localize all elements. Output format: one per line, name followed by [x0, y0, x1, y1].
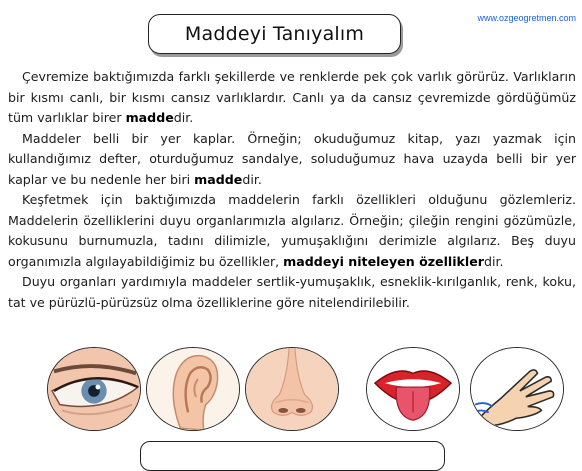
- page-title: Maddeyi Tanıyalım: [184, 23, 365, 45]
- title-box: [148, 14, 401, 54]
- body-text: [8, 67, 576, 313]
- eye-icon: [47, 347, 141, 431]
- paragraph-text: Maddeler belli bir yer kaplar. Örneğin; okuduğumuz kitap, yazı yazmak için kullandığımız defter, oturduğumuz sandalye, soluduğumuz hava uzayda belli bir yer kaplar ve bu nedenle her biri: [8, 130, 576, 187]
- ear-icon: [146, 347, 240, 431]
- paragraph-1: [8, 67, 576, 129]
- hand-icon: [470, 347, 564, 431]
- bold-term: madde: [194, 171, 243, 187]
- paragraph-4: [8, 272, 576, 313]
- paragraph-2: [8, 129, 576, 191]
- paragraph-text: Keşfetmek için baktığımızda maddelerin farklı özellikleri olduğunu gözlemleriz. Maddelerin özelliklerini duyu organlarımızla algılarız. Örneğin; çileğin rengini gözümüzle, kokusunu burnumuzla, tadını dilimizle, yumuşaklığını derimizle algılarız. Beş duyu organımızla algılayabildiğimiz bu özellikler,: [8, 192, 576, 269]
- nose-icon: [245, 347, 339, 431]
- bold-term: madde: [125, 110, 174, 125]
- paragraph-text: Çevremize baktığımızda farklı şekillerde ve renklerde pek çok varlık görürüz. Varlıkların bir kısmı canlı, bir kısmı cansız varlıklardır. Canlı ya da cansız çevremizde gördüğümüz tüm varlıklar birer: [8, 69, 576, 125]
- sense-organs-row: [0, 347, 582, 432]
- paragraph-3: [8, 190, 576, 272]
- bottom-box: [140, 441, 445, 471]
- paragraph-text: dir.: [173, 110, 194, 125]
- paragraph-text: Duyu organları yardımıyla maddeler sertlik-yumuşaklık, esneklik-kırılganlık, renk, koku, tat ve pürüzlü-pürüzsüz olma özelliklerine göre nitelendirilebilir.: [8, 274, 576, 310]
- bold-term: maddeyi niteleyen özellikler: [283, 253, 484, 269]
- tongue-icon: [366, 347, 460, 431]
- paragraph-text: dir.: [242, 171, 262, 187]
- site-url[interactable]: www.ozgeogretmen.com: [477, 13, 576, 23]
- paragraph-text: dir.: [484, 253, 504, 269]
